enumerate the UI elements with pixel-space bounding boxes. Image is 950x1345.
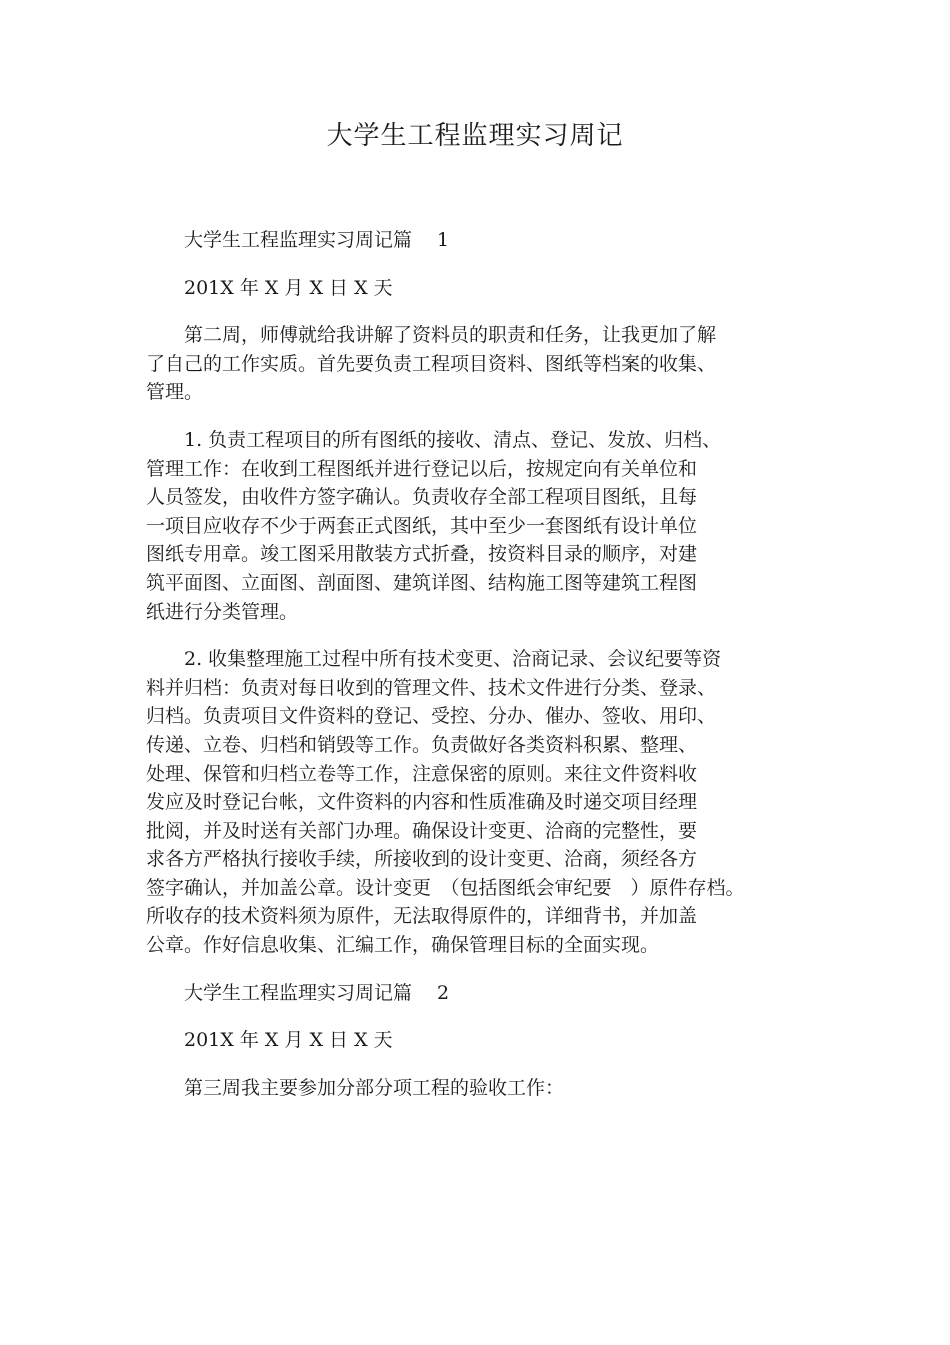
section-2-date: 201X 年 X 月 X 日 X 天: [184, 1029, 393, 1052]
section-1-paragraph-1: 第二周，师傅就给我讲解了资料员的职责和任务，让我更加了解 了自己的工作实质。首先要负责工程项目资料、图纸等档案的收集、 管理。: [146, 324, 717, 404]
section-1-paragraph-2: 1. 负责工程项目的所有图纸的接收、清点、登记、发放、归档、 管理工作：在收到工程图纸并进行登记以后，按规定向有关单位和 人员签发，由收件方签字确认。负责收存全部工程项目图纸，且每 一项目应收存不少于两套正式图纸，其中至少一套图纸有设计单位 图纸专用章。竣工图采用散装方式折叠，按资料目录的顺序，对建 筑平面图、立面图、剖面图、建筑详图、结构施工图等建筑工程图 纸进行分类管理。: [146, 428, 722, 623]
section-1-heading: 大学生工程监理实习周记篇 1: [184, 229, 450, 251]
document-body: [146, 226, 786, 1121]
section-2-paragraph-1: 第三周我主要参加分部分项工程的验收工作：: [184, 1076, 565, 1099]
section-1-paragraph-3: 2. 收集整理施工过程中所有技术变更、洽商记录、会议纪要等资 料并归档：负责对每日收到的管理文件、技术文件进行分类、登录、 归档。负责项目文件资料的登记、受控、分办、催办、签收、用印、 传递、立卷、归档和销毁等工作。负责做好各类资料积累、整理、 处理、保管和归档立卷等工作，注意保密的原则。来往文件资料收 发应及时登记台帐，文件资料的内容和性质准确及时递交项目经理 批阅，并及时送有关部门办理。确保设计变更、洽商的完整性，要 求各方严格执行接收手续，所接收到的设计变更、洽商，须经各方 签字确认，并加盖公章。设计变更 （包括图纸会审纪要 ）原件存档。 所收存的技术资料须为原件，无法取得原件的，详细背书，并加盖 公章。作好信息收集、汇编工作，确保管理目标的全面实现。: [146, 648, 745, 957]
section-2-heading: 大学生工程监理实习周记篇 2: [184, 981, 450, 1004]
document-title: 大学生工程监理实习周记: [326, 121, 624, 151]
section-1-date: 201X 年 X 月 X 日 X 天: [184, 276, 393, 299]
